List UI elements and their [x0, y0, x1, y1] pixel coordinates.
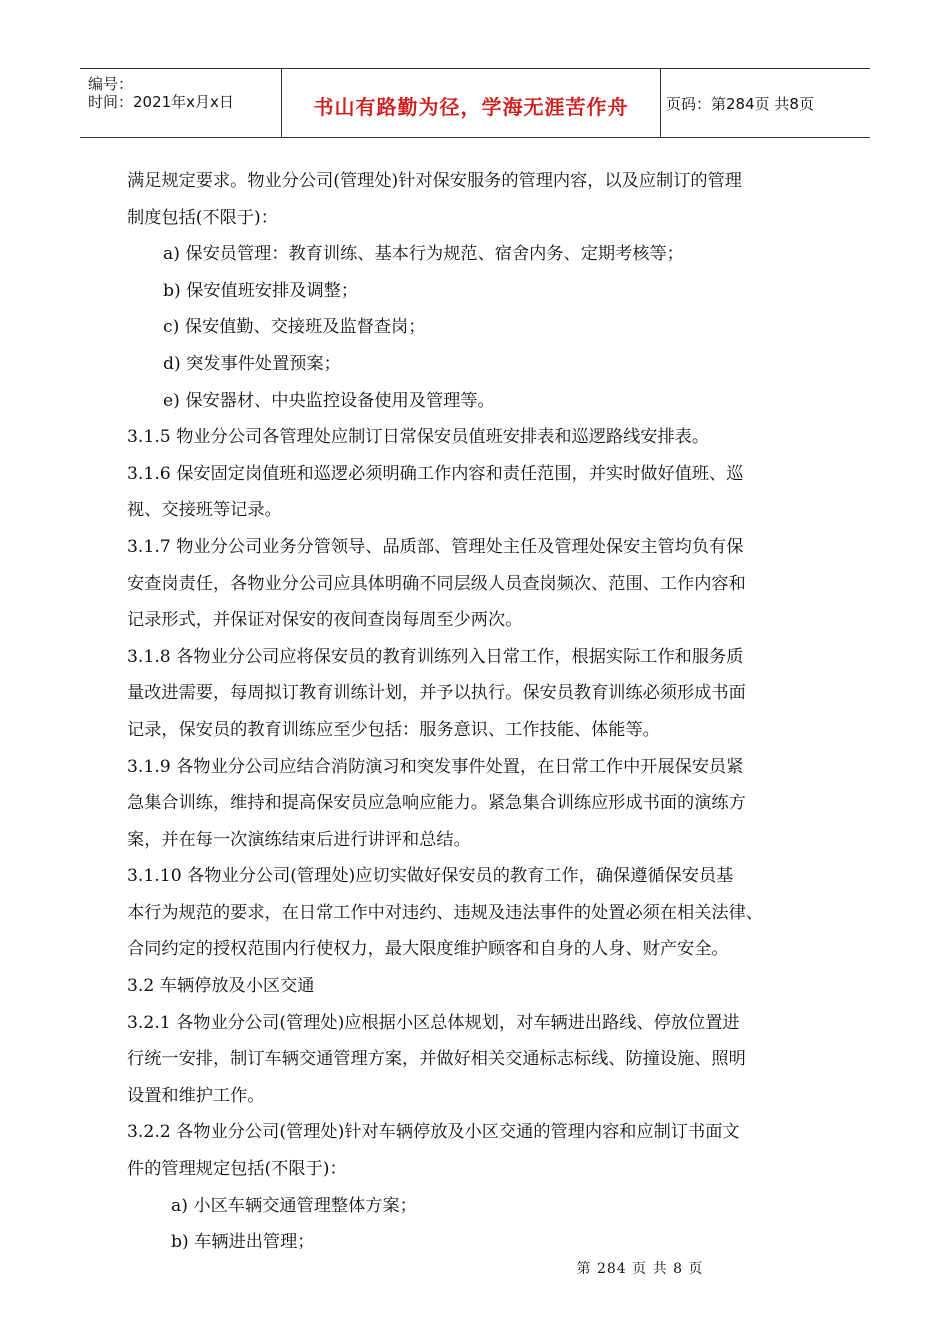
list-item: a) 保安员管理：教育训练、基本行为规范、宿舍内务、定期考核等；: [163, 244, 684, 265]
text-line: 视、交接班等记录。: [127, 500, 282, 521]
text-line: 3.2.1 各物业分公司(管理处)应根据小区总体规划，对车辆进出路线、停放位置进: [127, 1012, 740, 1033]
page-footer: 第 284 页 共 8 页: [576, 1261, 704, 1277]
text-line: 本行为规范的要求，在日常工作中对违约、违规及违法事件的处置必须在相关法律、: [127, 902, 763, 923]
list-item: e) 保安器材、中央监控设备使用及管理等。: [163, 390, 495, 411]
text-line: 满足规定要求。物业分公司(管理处)针对保安服务的管理内容，以及应制订的管理: [127, 171, 742, 191]
document-body: [127, 163, 827, 1261]
list-item: a) 小区车辆交通管理整体方案；: [171, 1195, 417, 1216]
section-heading: 3.2 车辆停放及小区交通: [127, 976, 315, 997]
text-line: 3.1.6 保安固定岗值班和巡逻必须明确工作内容和责任范围，并实时做好值班、巡: [127, 463, 744, 484]
text-line: 记录形式，并保证对保安的夜间查岗每周至少两次。: [127, 610, 523, 631]
text-line: 3.1.9 各物业分公司应结合消防演习和突发事件处置，在日常工作中开展保安员紧: [127, 756, 744, 777]
text-line: 件的管理规定包括(不限于)：: [127, 1159, 347, 1180]
text-line: 案，并在每一次演练结束后进行讲评和总结。: [127, 829, 471, 850]
text-line: 3.1.8 各物业分公司应将保安员的教育训练列入日常工作，根据实际工作和服务质: [127, 646, 744, 667]
text-line: 制度包括(不限于)：: [127, 207, 278, 228]
text-line: 行统一安排，制订车辆交通管理方案，并做好相关交通标志标线、防撞设施、照明: [127, 1049, 746, 1070]
list-item: d) 突发事件处置预案；: [163, 353, 341, 374]
text-line: 设置和维护工作。: [127, 1085, 265, 1106]
text-line: 3.1.10 各物业分公司(管理处)应切实做好保安员的教育工作，确保遵循保安员基: [127, 866, 734, 887]
text-line: 3.1.7 物业分公司业务分管领导、品质部、管理处主任及管理处保安主管均负有保: [127, 536, 744, 557]
text-line: 记录，保安员的教育训练应至少包括：服务意识、工作技能、体能等。: [127, 719, 660, 740]
text-line: 安查岗责任，各物业分公司应具体明确不同层级人员查岗频次、范围、工作内容和: [127, 573, 746, 594]
page-info: 页码：第284页 共8页: [666, 95, 814, 113]
list-item: b) 保安值班安排及调整；: [163, 280, 359, 301]
text-line: 3.2.2 各物业分公司(管理处)针对车辆停放及小区交通的管理内容和应制订书面文: [127, 1122, 740, 1143]
text-line: 量改进需要，每周拟订教育训练计划，并予以执行。保安员教育训练必须形成书面: [127, 683, 746, 704]
motto: 书山有路勤为径，学海无涯苦作舟: [313, 95, 629, 119]
number-label: 编号：: [88, 75, 134, 93]
text-line: 急集合训练，维持和提高保安员应急响应能力。紧急集合训练应形成书面的演练方: [127, 793, 746, 814]
page-header: [80, 68, 870, 138]
list-item: c) 保安值勤、交接班及监督查岗；: [163, 317, 426, 338]
text-line: 3.1.5 物业分公司各管理处应制订日常保安员值班安排表和巡逻路线安排表。: [127, 427, 710, 448]
header-motto-cell: [281, 69, 661, 137]
header-left-cell: [80, 69, 280, 137]
date-label: 时间：2021年x月x日: [88, 93, 234, 111]
text-line: 合同约定的授权范围内行使权力，最大限度维护顾客和自身的人身、财产安全。: [127, 939, 729, 960]
list-item: b) 车辆进出管理；: [171, 1232, 315, 1253]
